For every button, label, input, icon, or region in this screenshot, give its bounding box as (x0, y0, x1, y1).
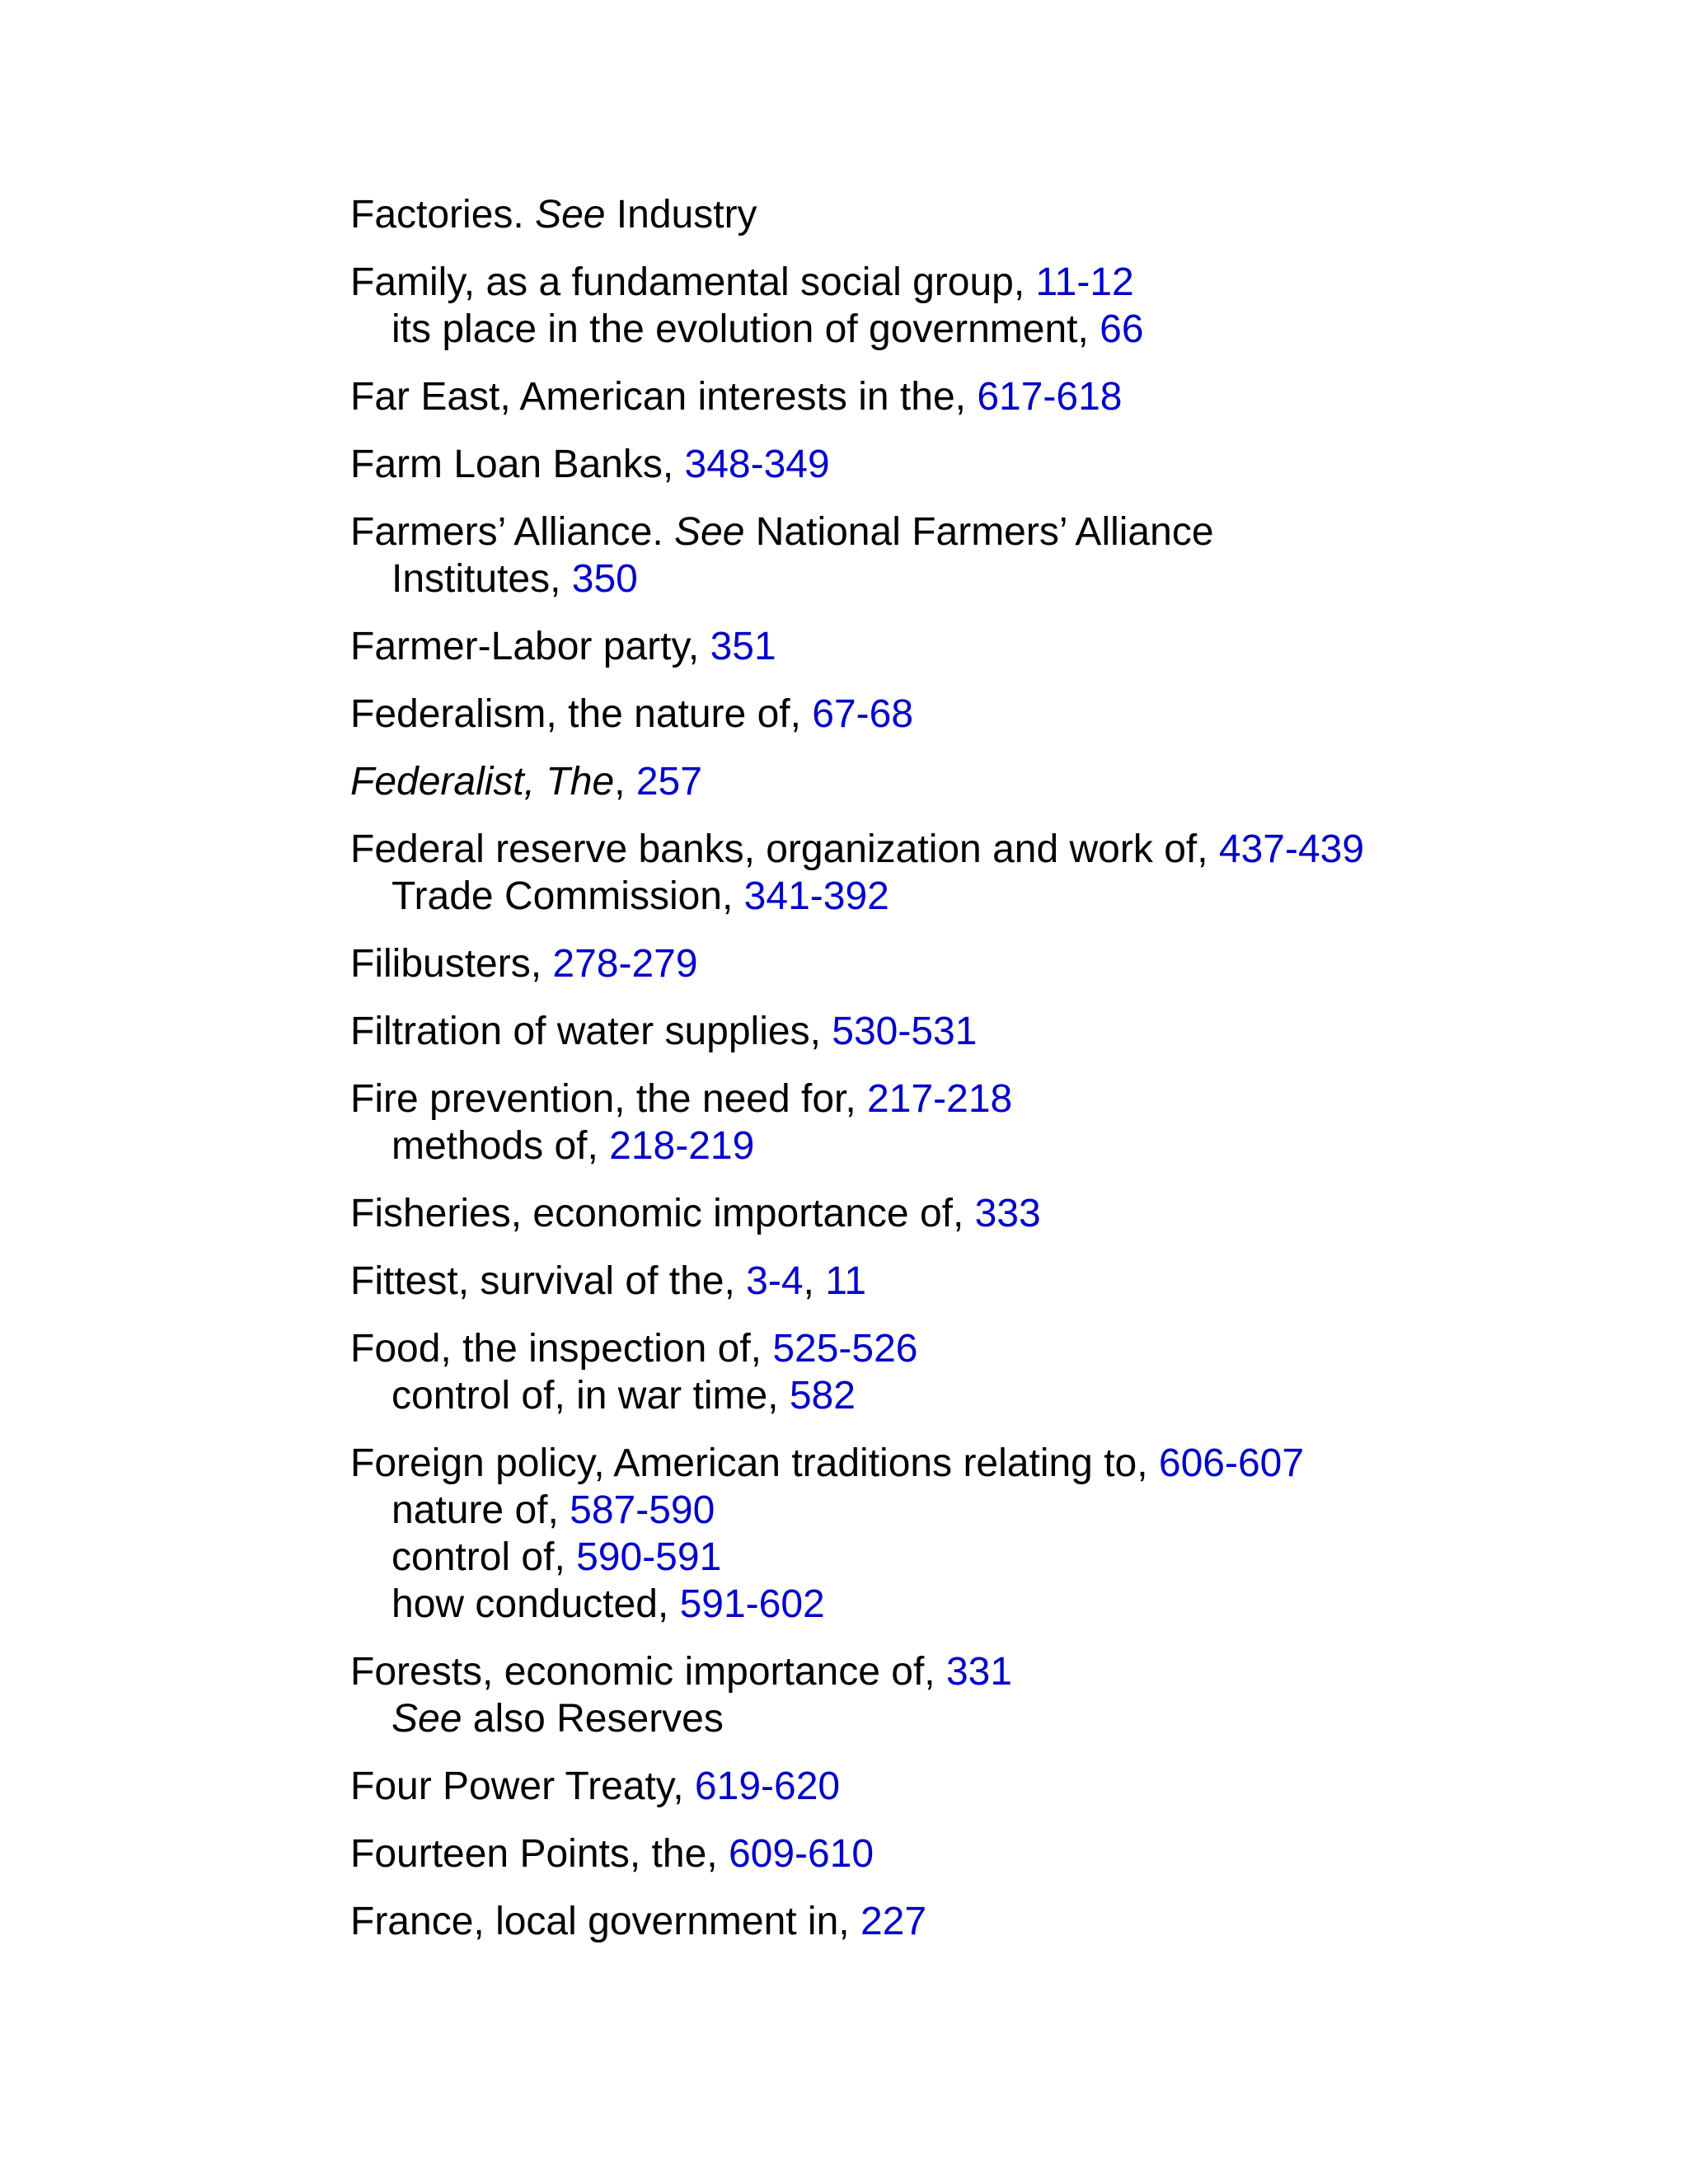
index-entry (350, 509, 1636, 602)
index-text: nature of, (392, 1488, 570, 1532)
index-text: Federalism, the nature of, (350, 692, 813, 736)
page-reference-link[interactable]: 348-349 (684, 443, 830, 486)
index-heading (350, 623, 1636, 670)
index-entry (350, 1763, 1636, 1810)
page-reference-link[interactable]: 606-607 (1158, 1441, 1305, 1485)
index-heading (350, 826, 1636, 873)
index-text: , (614, 760, 636, 804)
page-reference-link[interactable]: 66 (1100, 307, 1144, 351)
index-heading (350, 191, 1636, 238)
index-text: Federal reserve banks, organization and work of, (350, 827, 1219, 871)
page-reference-link[interactable]: 437-439 (1218, 827, 1365, 871)
page-reference-link[interactable]: 587-590 (570, 1488, 715, 1532)
index-text: , (803, 1259, 826, 1303)
index-subentry (350, 1372, 1636, 1419)
index-text: control of, in war time, (392, 1374, 790, 1418)
index-entry (350, 441, 1636, 488)
index-heading (350, 373, 1636, 420)
index-text: Four Power Treaty, (350, 1765, 695, 1808)
page-reference-link[interactable]: 341-392 (743, 874, 889, 918)
index-text: Fourteen Points, the, (350, 1832, 729, 1876)
index-heading (350, 758, 1636, 805)
index-text: National Farmers’ Alliance (744, 510, 1214, 554)
page-reference-link[interactable]: 591-602 (679, 1582, 825, 1626)
index-heading (350, 509, 1636, 555)
index-subentry (350, 555, 1636, 602)
index-heading (350, 1898, 1636, 1945)
index-entry (350, 1258, 1636, 1305)
page-reference-link[interactable]: 257 (635, 760, 702, 804)
index-heading (350, 1648, 1636, 1695)
index-text: Trade Commission, (392, 874, 744, 918)
page-reference-link[interactable]: 3-4 (746, 1259, 804, 1303)
index-page (350, 191, 1636, 1966)
index-entry (350, 940, 1636, 987)
index-heading (350, 1440, 1636, 1487)
page-reference-link[interactable]: 582 (789, 1374, 856, 1418)
page-reference-link[interactable]: 67-68 (812, 692, 914, 736)
index-entry (350, 691, 1636, 738)
index-text: Food, the inspection of, (350, 1327, 773, 1371)
index-text: Farmers’ Alliance. (350, 510, 674, 554)
index-entry (350, 191, 1636, 238)
index-entry (350, 1648, 1636, 1742)
page-reference-link[interactable]: 227 (860, 1900, 927, 1943)
index-heading (350, 1258, 1636, 1305)
index-heading (350, 1076, 1636, 1122)
index-entry (350, 826, 1636, 920)
index-subentry (350, 1487, 1636, 1534)
index-entry (350, 259, 1636, 353)
index-text: Fire prevention, the need for, (350, 1077, 868, 1121)
index-text: Industry (605, 193, 757, 237)
index-emphasis-text: Federalist, The (350, 760, 615, 804)
index-text: Far East, American interests in the, (350, 375, 978, 419)
index-subentry (350, 1122, 1636, 1169)
index-text: Foreign policy, American traditions relating to, (350, 1441, 1159, 1485)
index-text: Family, as a fundamental social group, (350, 260, 1036, 304)
index-heading (350, 940, 1636, 987)
index-subentry (350, 306, 1636, 353)
page-reference-link[interactable]: 278-279 (552, 942, 698, 986)
page-reference-link[interactable]: 11 (825, 1259, 867, 1303)
index-entry (350, 1898, 1636, 1945)
page-reference-link[interactable]: 530-531 (832, 1010, 978, 1053)
index-text: Fisheries, economic importance of, (350, 1192, 975, 1235)
index-entry (350, 1076, 1636, 1169)
page-reference-link[interactable]: 11-12 (1035, 260, 1134, 304)
index-entry (350, 1325, 1636, 1419)
index-text: control of, (392, 1535, 577, 1579)
index-text: Fittest, survival of the, (350, 1259, 747, 1303)
index-entry (350, 758, 1636, 805)
index-entry (350, 1440, 1636, 1628)
index-text: Farmer-Labor party, (350, 625, 710, 668)
page-reference-link[interactable]: 619-620 (694, 1765, 841, 1808)
index-entry (350, 1830, 1636, 1877)
page-reference-link[interactable]: 333 (974, 1192, 1041, 1235)
index-subentry (350, 1581, 1636, 1628)
index-text: Forests, economic importance of, (350, 1650, 946, 1694)
index-text: Filibusters, (350, 942, 553, 986)
index-emphasis-text: See (392, 1697, 462, 1741)
index-heading (350, 259, 1636, 306)
index-entry (350, 373, 1636, 420)
page-reference-link[interactable]: 617-618 (977, 375, 1123, 419)
index-text: how conducted, (392, 1582, 680, 1626)
page-reference-link[interactable]: 350 (571, 557, 638, 601)
index-heading (350, 1830, 1636, 1877)
index-text: France, local government in, (350, 1900, 860, 1943)
index-text: Institutes, (392, 557, 572, 601)
page-reference-link[interactable]: 590-591 (576, 1535, 722, 1579)
page-reference-link[interactable]: 609-610 (728, 1832, 874, 1876)
index-entry (350, 1008, 1636, 1055)
page-reference-link[interactable]: 525-526 (772, 1327, 918, 1371)
index-text: methods of, (392, 1124, 610, 1168)
index-heading (350, 441, 1636, 488)
index-heading (350, 691, 1636, 738)
index-emphasis-text: See (674, 510, 745, 554)
index-text: Farm Loan Banks, (350, 443, 685, 486)
index-heading (350, 1325, 1636, 1372)
index-entry (350, 1190, 1636, 1237)
index-subentry (350, 1695, 1636, 1742)
index-subentry (350, 873, 1636, 920)
index-heading (350, 1763, 1636, 1810)
index-text: Factories. (350, 193, 536, 237)
page-reference-link[interactable]: 331 (945, 1650, 1013, 1694)
page-reference-link[interactable]: 218-219 (609, 1124, 755, 1168)
index-text: also Reserves (462, 1697, 724, 1741)
index-heading (350, 1008, 1636, 1055)
index-entry (350, 623, 1636, 670)
page-reference-link[interactable]: 217-218 (867, 1077, 1013, 1121)
index-text: Filtration of water supplies, (350, 1010, 832, 1053)
index-emphasis-text: See (535, 193, 606, 237)
index-subentry (350, 1534, 1636, 1581)
page-reference-link[interactable]: 351 (710, 625, 776, 668)
index-heading (350, 1190, 1636, 1237)
index-text: its place in the evolution of government, (392, 307, 1100, 351)
